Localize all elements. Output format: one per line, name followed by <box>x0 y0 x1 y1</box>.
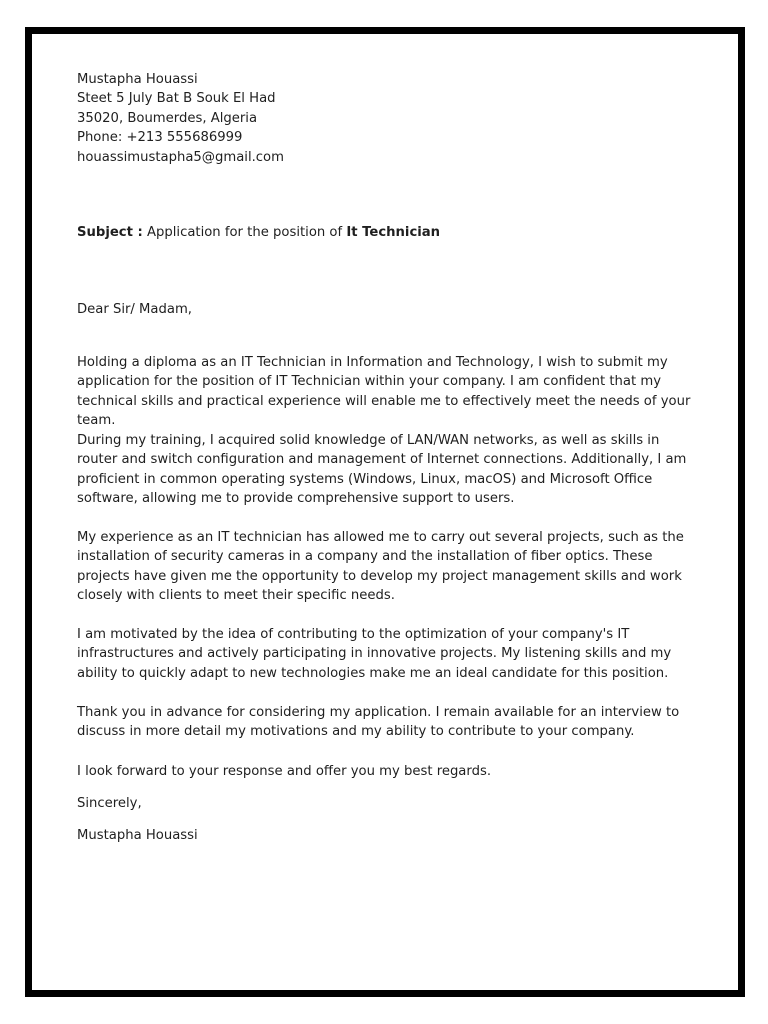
sender-name: Mustapha Houassi <box>77 72 198 87</box>
paragraph-3: My experience as an IT technician has allowed me to carry out several projects, such as the installation of security cameras in a company and the installation of fiber optics. These projects have given me the opportunity to develop my project management skills and work closely with clients to meet their specific needs. <box>77 530 684 604</box>
subject-label: Subject : <box>77 225 143 240</box>
salutation: Dear Sir/ Madam, <box>77 302 193 317</box>
signature-name: Mustapha Houassi <box>77 828 198 843</box>
closing-line: I look forward to your response and offer you my best regards. <box>77 764 492 779</box>
subject-line <box>77 223 707 242</box>
sign-off: Sincerely, <box>77 796 142 811</box>
sender-email: houassimustapha5@gmail.com <box>77 149 284 165</box>
subject-position: It Technician <box>346 225 441 240</box>
paragraph-1: Holding a diploma as an IT Technician in Information and Technology, I wish to submit my application for the position of IT Technician within your company. I am confident that my technical skills and practical experience will enable me to effectively meet the needs of your team. <box>77 355 691 429</box>
paragraph-4: I am motivated by the idea of contributing to the optimization of your company's IT infrastructures and actively participating in innovative projects. My listening skills and my ability to quickly adapt to new technologies make me an ideal candidate for this position. <box>77 627 672 681</box>
sender-phone: Phone: +213 555686999 <box>77 130 243 146</box>
page-border <box>25 27 745 997</box>
sender-block <box>77 70 707 167</box>
paragraph-2: During my training, I acquired solid knowledge of LAN/WAN networks, as well as skills in router and switch configuration and management of Internet connections. Additionally, I am proficient in common operating systems (Windows, Linux, macOS) and Microsoft Office software, allowing me to provide comprehensive support to users. <box>77 433 687 507</box>
paragraph-5: Thank you in advance for considering my application. I remain available for an interview to discuss in more detail my motivations and my ability to contribute to your company. <box>77 705 680 740</box>
sender-street: Steet 5 July Bat B Souk El Had <box>77 91 276 107</box>
subject-text: Application for the position of <box>142 225 347 240</box>
sender-city: 35020, Boumerdes, Algeria <box>77 110 258 126</box>
